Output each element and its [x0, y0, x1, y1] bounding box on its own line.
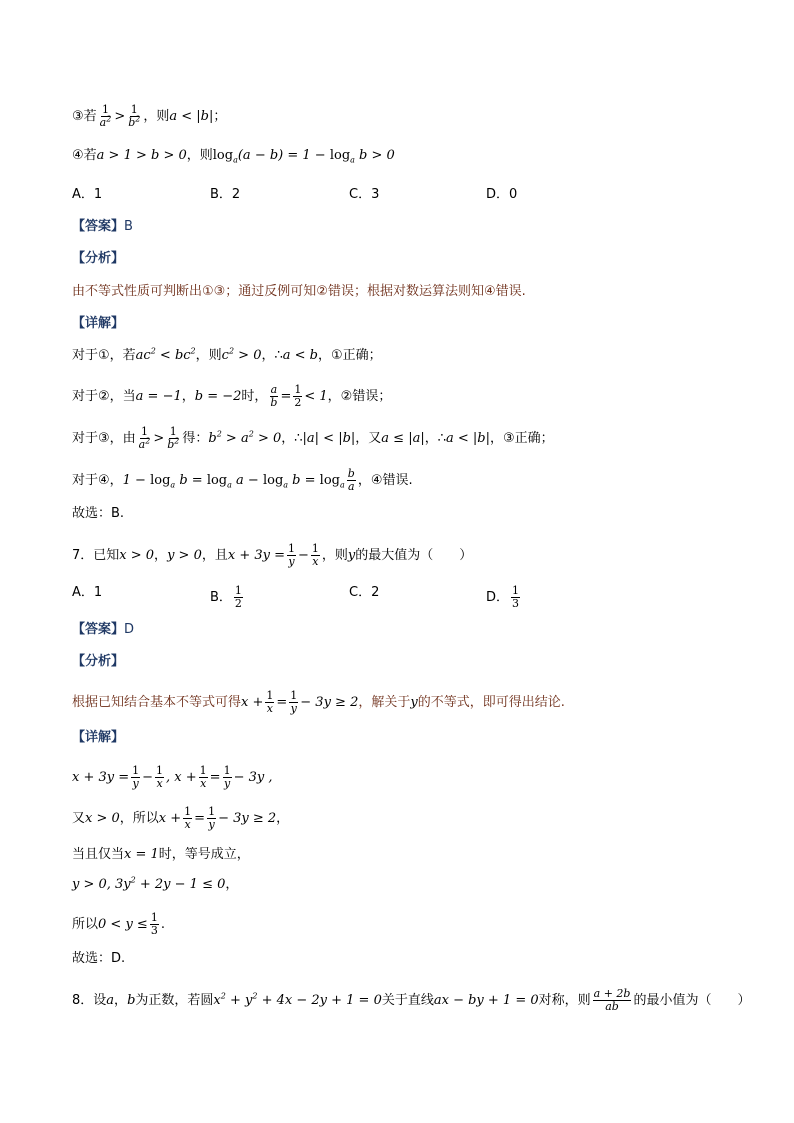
q6-answer: 【答案】 B [72, 219, 133, 234]
q7-option-c[interactable]: C．2 [349, 585, 380, 600]
q7-option-a[interactable]: A．1 [72, 585, 103, 600]
q7-detail-label: 【详解】 [72, 730, 125, 745]
q7-analysis-text: 根据已知结合基本不等式可得 x + $\frac{1}{x}$ = $\frac{1}{y}$ − 3y ≥ 2 ，解关于 y 的不等式，即可得出结论. [72, 689, 565, 715]
statement-4: ④若 a > 1 > b > 0 ，则 $\log_a(a - b) = 1 - \log_a b > 0$ [72, 148, 395, 165]
q6-option-b[interactable]: B．2 [210, 187, 241, 202]
q6-choose: 故选：B. [72, 506, 125, 521]
q6-detail-3: 对于③，由 $\frac{1}{a^2}$ > $\frac{1}{b^2}$ 得： $b^2 > a^2 > 0$ ，∴ |a| < |b| ，又 a ≤ |a| ，∴ a < |b| ，③正确； [72, 425, 554, 451]
q7-choose: 故选：D. [72, 951, 126, 966]
q7-option-b[interactable]: B． $\frac{1}{2}$ [210, 584, 242, 610]
q8-stem: 8．设 a ， b 为正数，若圆 $x^2 + y^2 + 4x - 2y + 1 = 0$ 关于直线 ax − by + 1 = 0 对称，则 $\frac{a + 2b}{ab}$ 的最小值为（ ） [72, 987, 751, 1013]
q6-detail-label: 【详解】 [72, 316, 125, 331]
q6-detail-1: 对于①，若 $ac^2 < bc^2$ ，则 $c^2 > 0$ ，∴ a < b ，①正确； [72, 346, 382, 363]
q6-detail-2: 对于②，当 a = −1 ， b = −2 时， $\frac{a}{b}$ = $\frac{1}{2}$ < 1 ，②错误； [72, 383, 392, 409]
q7-answer: 【答案】 D [72, 622, 135, 637]
q6-option-c[interactable]: C．3 [349, 187, 380, 202]
q6-analysis-text: 由不等式性质可判断出①③；通过反例可知②错误；根据对数运算法则知④错误. [72, 284, 526, 299]
q7-option-d[interactable]: D． $\frac{1}{3}$ [486, 584, 520, 610]
q7-detail-4: y > 0, $3y^2 + 2y - 1 \le 0$ ， [72, 875, 239, 892]
q6-option-a[interactable]: A．1 [72, 187, 103, 202]
q6-analysis-label: 【分析】 [72, 251, 125, 266]
q7-detail-1: x + 3y = $\frac{1}{y}$ − $\frac{1}{x}$ , x + $\frac{1}{x}$ = $\frac{1}{y}$ − 3y , [72, 764, 273, 790]
q7-analysis-label: 【分析】 [72, 654, 125, 669]
q7-stem: 7．已知 x > 0 ， y > 0 ，且 x + 3y = $\frac{1}{y}$ − $\frac{1}{x}$ ，则 y 的最大值为（ ） [72, 542, 473, 568]
q7-detail-2: 又 x > 0 ，所以 x + $\frac{1}{x}$ = $\frac{1}{y}$ − 3y ≥ 2 ， [72, 805, 290, 831]
statement-3: ③若 $\frac{1}{a^2}$ > $\frac{1}{b^2}$ ，则 a < |b| ； [72, 103, 227, 129]
q7-detail-5: 所以 0 < y ≤ $\frac{1}{3}$ . [72, 911, 165, 937]
q6-detail-4: 对于④， $1 - \log_a b = \log_a a - \log_a b = \log_a$ $\frac{b}{a}$ ，④错误. [72, 467, 413, 493]
q6-option-d[interactable]: D．0 [486, 187, 518, 202]
q7-detail-3: 当且仅当 x = 1 时，等号成立， [72, 847, 250, 862]
